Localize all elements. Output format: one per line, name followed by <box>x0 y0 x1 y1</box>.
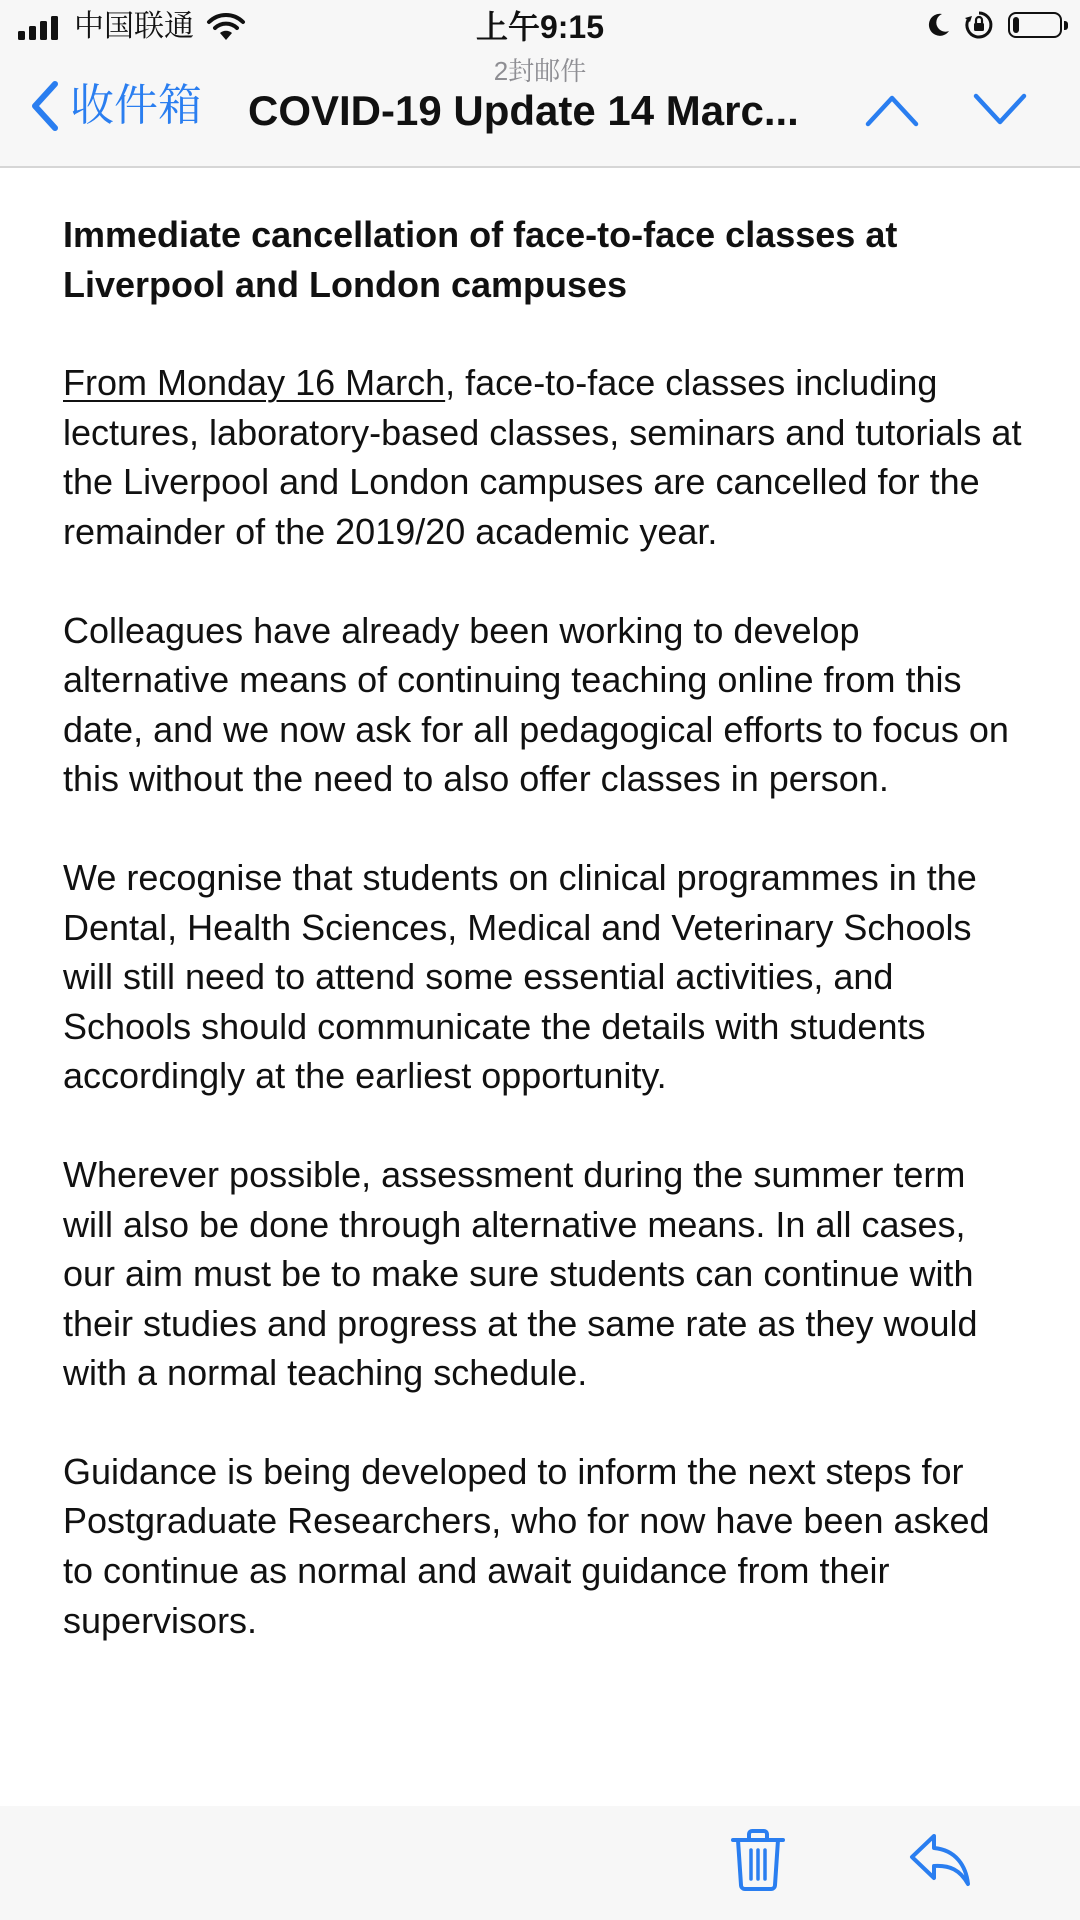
status-right <box>912 10 1062 40</box>
carrier-name: 中国联通 <box>74 10 194 43</box>
paragraph-3: We recognise that students on clinical programmes in the Dental, Health Sciences, Medical and Veterinary Schools will still need to attend some essential activities, and Schools should communicate the details with students accordingly at the earliest opportunity. <box>63 856 977 1097</box>
trash-icon <box>730 1828 786 1892</box>
date-link[interactable]: From Monday 16 March <box>63 362 446 404</box>
reply-button[interactable] <box>908 1832 972 1893</box>
reply-icon <box>908 1832 972 1888</box>
moon-icon <box>924 11 952 39</box>
status-time: 上午9:15 <box>475 9 605 45</box>
email-subject-title: COVID-19 Update 14 Marc... <box>248 87 799 134</box>
chevron-up-icon <box>864 92 920 128</box>
orientation-lock-icon <box>964 10 994 40</box>
email-body <box>63 210 1023 1694</box>
status-bar <box>0 0 1080 56</box>
back-label: 收件箱 <box>70 81 202 130</box>
chevron-left-icon <box>30 80 60 132</box>
paragraph-5: Guidance is being developed to inform the next steps for Postgraduate Researchers, who for now have been asked to continue as normal and await guidance from their supervisors. <box>63 1450 990 1641</box>
nav-bar <box>0 56 1080 168</box>
message-count: 2封邮件 <box>493 56 587 86</box>
bottom-toolbar <box>0 1806 1080 1920</box>
delete-button[interactable] <box>730 1828 786 1897</box>
paragraph-1-text: , face-to-face classes including lectures, laboratory-based classes, seminars and tutorials at the Liverpool and London campuses are cancelled for the remainder of the 2019/20 academic year. <box>63 362 1022 552</box>
previous-message-button[interactable] <box>864 92 920 133</box>
back-to-inbox-button[interactable] <box>30 80 202 132</box>
battery-icon <box>1008 12 1062 38</box>
paragraph-1 <box>63 358 1023 556</box>
next-message-button[interactable] <box>972 92 1028 133</box>
paragraph-4: Wherever possible, assessment during the summer term will also be done through alternative means. In all cases, our aim must be to make sure students can continue with their studies and progress at the same rate as they would with a normal teaching schedule. <box>63 1153 978 1394</box>
chevron-down-icon <box>972 92 1028 128</box>
email-heading: Immediate cancellation of face-to-face classes at Liverpool and London campuses <box>63 214 898 305</box>
paragraph-2: Colleagues have already been working to develop alternative means of continuing teaching online from this date, and we now ask for all pedagogical efforts to focus on this without the need to also offer classes in person. <box>63 609 1009 800</box>
